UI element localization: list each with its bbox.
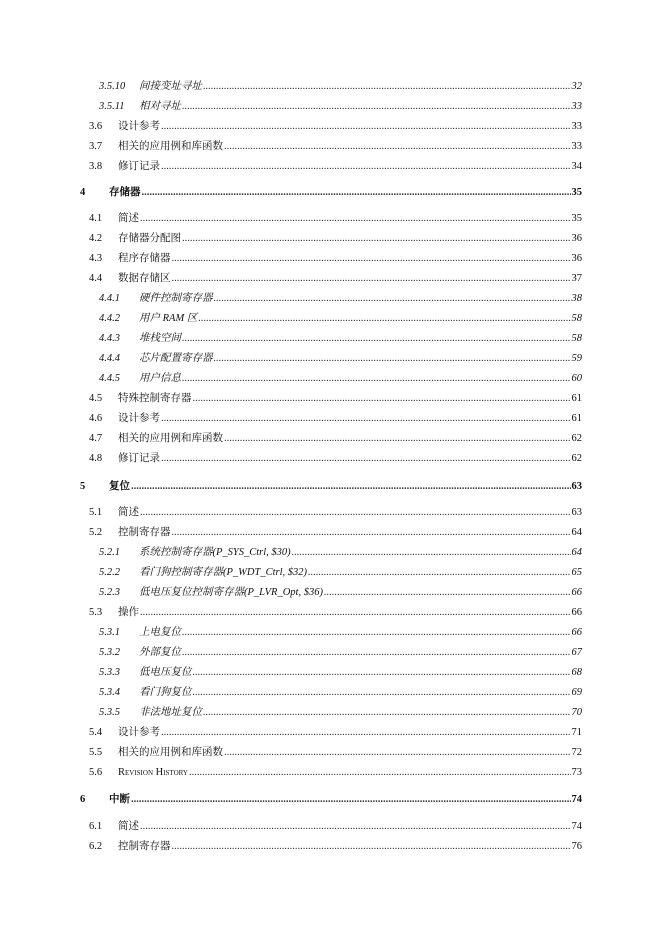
toc-entry-title: 非法地址复位 <box>139 707 202 718</box>
toc-entry[interactable] <box>89 212 582 225</box>
toc-entry-title: 程序存储器 <box>118 253 171 264</box>
toc-entry-number: 4.2 <box>89 233 103 244</box>
toc-entry-page: 66 <box>571 607 582 618</box>
toc-entry-page: 60 <box>571 373 582 384</box>
dot-leader <box>140 606 571 619</box>
toc-entry-number: 4.4 <box>89 273 103 284</box>
toc-entry-title: 存储器分配图 <box>118 233 181 244</box>
toc-entry-title: 低电压复位控制寄存器(P_LVR_Opt, $36) <box>139 587 323 598</box>
toc-entry-page: 61 <box>571 393 582 404</box>
toc-entry-page: 36 <box>571 233 582 244</box>
toc-entry-number: 5.6 <box>89 767 103 778</box>
toc-entry-title: 中断 <box>109 794 130 805</box>
dot-leader <box>189 766 571 779</box>
toc-entry-title: 控制寄存器 <box>118 527 171 538</box>
toc-entry-title: 用户信息 <box>139 373 181 384</box>
toc-entry-number: 5.3.1 <box>99 627 120 638</box>
toc-entry-page: 66 <box>571 587 582 598</box>
toc-entry-number: 6 <box>80 794 86 805</box>
toc-entry-title: 芯片配置寄存器 <box>139 353 213 364</box>
toc-entry-title: 相关的应用例和库函数 <box>118 433 223 444</box>
toc-entry-number: 5.3 <box>89 607 103 618</box>
dot-leader <box>161 120 571 133</box>
toc-entry-number: 6.2 <box>89 841 103 852</box>
toc-entry-page: 65 <box>571 567 582 578</box>
toc-entry-title: 上电复位 <box>139 627 181 638</box>
toc-entry[interactable] <box>89 766 582 779</box>
toc-entry[interactable] <box>89 412 582 425</box>
toc-entry-number: 5 <box>80 481 86 492</box>
toc-entry-page: 35 <box>571 187 582 198</box>
toc-entry-page: 68 <box>571 667 582 678</box>
toc-entry-number: 5.2 <box>89 527 103 538</box>
toc-entry-number: 4.6 <box>89 413 103 424</box>
toc-entry[interactable] <box>89 160 582 173</box>
toc-entry-number: 5.3.5 <box>99 707 120 718</box>
toc-entry-title: 外部复位 <box>139 647 181 658</box>
dot-leader <box>182 372 571 385</box>
toc-entry-title: 相对寻址 <box>139 101 181 112</box>
dot-leader <box>182 332 571 345</box>
dot-leader <box>172 252 571 265</box>
toc-entry-page: 33 <box>571 101 582 112</box>
dot-leader <box>182 646 571 659</box>
toc-entry-title: 设计参考 <box>118 121 160 132</box>
toc-entry-number: 6.1 <box>89 821 103 832</box>
toc-entry[interactable] <box>89 392 582 405</box>
dot-leader <box>182 626 571 639</box>
toc-entry[interactable] <box>89 820 582 833</box>
toc-entry-number: 4.1 <box>89 213 103 224</box>
toc-entry-number: 5.5 <box>89 747 103 758</box>
toc-entry-page: 64 <box>571 547 582 558</box>
toc-entry-number: 3.8 <box>89 161 103 172</box>
toc-entry[interactable] <box>80 480 582 493</box>
toc-entry-title: 低电压复位 <box>139 667 192 678</box>
toc-entry-number: 5.4 <box>89 727 103 738</box>
dot-leader <box>172 526 571 539</box>
toc-entry-page: 69 <box>571 687 582 698</box>
toc-entry-number: 4.8 <box>89 453 103 464</box>
toc-entry-title: 简述 <box>118 213 139 224</box>
toc-entry-page: 66 <box>571 627 582 638</box>
toc-entry-number: 5.2.3 <box>99 587 120 598</box>
dot-leader <box>142 186 571 199</box>
toc-entry[interactable] <box>99 546 582 559</box>
toc-entry-page: 36 <box>571 253 582 264</box>
toc-entry[interactable] <box>99 646 582 659</box>
toc-entry-number: 4.4.1 <box>99 293 120 304</box>
toc-entry-title: 看门狗控制寄存器(P_WDT_Ctrl, $32) <box>139 567 307 578</box>
toc-entry[interactable] <box>89 606 582 619</box>
toc-entry[interactable] <box>99 666 582 679</box>
toc-entry[interactable] <box>89 506 582 519</box>
dot-leader <box>324 586 571 599</box>
dot-leader <box>292 546 571 559</box>
toc-entry-page: 58 <box>571 313 582 324</box>
toc-entry-title: 设计参考 <box>118 727 160 738</box>
toc-entry-title: 相关的应用例和库函数 <box>118 141 223 152</box>
toc-entry-number: 3.6 <box>89 121 103 132</box>
toc-entry[interactable] <box>89 726 582 739</box>
toc-entry-title: 存储器 <box>109 187 141 198</box>
toc-entry-page: 63 <box>571 481 582 492</box>
toc-entry-page: 74 <box>571 794 582 805</box>
dot-leader <box>172 840 571 853</box>
toc-entry-number: 5.1 <box>89 507 103 518</box>
toc-entry-title: 间接变址寻址 <box>139 81 202 92</box>
toc-entry-page: 58 <box>571 333 582 344</box>
toc-entry-page: 70 <box>571 707 582 718</box>
toc-entry[interactable] <box>89 840 582 853</box>
toc-entry-page: 72 <box>571 747 582 758</box>
toc-entry-title: 硬件控制寄存器 <box>139 293 213 304</box>
toc-entry-page: 71 <box>571 727 582 738</box>
toc-entry[interactable] <box>89 432 582 445</box>
toc-entry-title: 控制寄存器 <box>118 841 171 852</box>
toc-entry[interactable] <box>99 372 582 385</box>
toc-entry[interactable] <box>89 526 582 539</box>
dot-leader <box>203 706 571 719</box>
toc-entry-page: 73 <box>571 767 582 778</box>
dot-leader <box>161 452 571 465</box>
toc-entry-page: 34 <box>571 161 582 172</box>
toc-entry-number: 5.2.2 <box>99 567 120 578</box>
toc-entry-page: 61 <box>571 413 582 424</box>
toc-entry[interactable] <box>80 793 582 806</box>
toc-entry-number: 4 <box>80 187 86 198</box>
dot-leader <box>224 140 571 153</box>
toc-entry-title: Revision History <box>118 767 188 778</box>
dot-leader <box>214 292 571 305</box>
toc-entry[interactable] <box>99 100 582 113</box>
dot-leader <box>131 793 571 806</box>
toc-entry[interactable] <box>89 272 582 285</box>
toc-entry-title: 复位 <box>109 481 130 492</box>
toc-entry[interactable] <box>80 186 582 199</box>
toc-entry[interactable] <box>99 706 582 719</box>
toc-entry[interactable] <box>99 566 582 579</box>
toc-entry-number: 4.3 <box>89 253 103 264</box>
toc-entry-page: 67 <box>571 647 582 658</box>
toc-entry-page: 63 <box>571 507 582 518</box>
dot-leader <box>193 686 571 699</box>
toc-entry-page: 62 <box>571 453 582 464</box>
toc-entry[interactable] <box>89 120 582 133</box>
toc-entry-title: 数据存储区 <box>118 273 171 284</box>
toc-entry[interactable] <box>99 312 582 325</box>
toc-entry-number: 3.7 <box>89 141 103 152</box>
toc-entry-title: 特殊控制寄存器 <box>118 393 192 404</box>
toc-entry-number: 4.4.3 <box>99 333 120 344</box>
toc-entry-page: 37 <box>571 273 582 284</box>
toc-entry-page: 62 <box>571 433 582 444</box>
toc-entry[interactable] <box>99 332 582 345</box>
toc-entry-title: 操作 <box>118 607 139 618</box>
dot-leader <box>193 666 571 679</box>
toc-entry[interactable] <box>89 140 582 153</box>
toc-entry-title: 用户 RAM 区 <box>139 313 198 324</box>
toc-entry-page: 38 <box>571 293 582 304</box>
dot-leader <box>198 312 570 325</box>
toc-entry-number: 4.4.4 <box>99 353 120 364</box>
toc-entry-number: 4.7 <box>89 433 103 444</box>
toc-entry-page: 64 <box>571 527 582 538</box>
toc-entry-title: 修订记录 <box>118 161 160 172</box>
toc-entry-page: 35 <box>571 213 582 224</box>
toc-entry[interactable] <box>99 292 582 305</box>
dot-leader <box>193 392 571 405</box>
dot-leader <box>172 272 571 285</box>
toc-entry-number: 5.2.1 <box>99 547 120 558</box>
toc-entry[interactable] <box>99 80 582 93</box>
dot-leader <box>182 100 571 113</box>
toc-entry-title: 系统控制寄存器(P_SYS_Ctrl, $30) <box>139 547 291 558</box>
toc-entry-title: 简述 <box>118 821 139 832</box>
dot-leader <box>161 412 571 425</box>
dot-leader <box>140 820 571 833</box>
toc-entry[interactable] <box>99 586 582 599</box>
toc-entry-title: 设计参考 <box>118 413 160 424</box>
dot-leader <box>203 80 571 93</box>
toc-entry[interactable] <box>89 452 582 465</box>
toc-entry-number: 5.3.4 <box>99 687 120 698</box>
toc-entry-page: 59 <box>571 353 582 364</box>
toc-entry-number: 3.5.11 <box>99 101 125 112</box>
dot-leader <box>224 746 571 759</box>
toc-entry[interactable] <box>89 252 582 265</box>
toc-entry-title: 堆栈空间 <box>139 333 181 344</box>
toc-entry-title: 修订记录 <box>118 453 160 464</box>
toc-entry-page: 33 <box>571 141 582 152</box>
toc-entry[interactable] <box>99 352 582 365</box>
toc-entry-page: 76 <box>571 841 582 852</box>
dot-leader <box>182 232 571 245</box>
toc-entry-number: 4.4.5 <box>99 373 120 384</box>
toc-entry-number: 5.3.3 <box>99 667 120 678</box>
toc-entry[interactable] <box>89 232 582 245</box>
toc-entry-title: 看门狗复位 <box>139 687 192 698</box>
toc-entry-number: 3.5.10 <box>99 81 126 92</box>
toc-entry[interactable] <box>89 746 582 759</box>
toc-entry-page: 32 <box>571 81 582 92</box>
dot-leader <box>140 506 571 519</box>
toc-entry-title: 简述 <box>118 507 139 518</box>
toc-entry[interactable] <box>99 626 582 639</box>
toc-entry-number: 4.4.2 <box>99 313 120 324</box>
dot-leader <box>214 352 571 365</box>
toc-entry-number: 4.5 <box>89 393 103 404</box>
toc-entry-title: 相关的应用例和库函数 <box>118 747 223 758</box>
dot-leader <box>161 160 571 173</box>
dot-leader <box>224 432 571 445</box>
dot-leader <box>140 212 571 225</box>
dot-leader <box>308 566 571 579</box>
toc-entry-page: 33 <box>571 121 582 132</box>
dot-leader <box>131 480 571 493</box>
dot-leader <box>161 726 571 739</box>
toc-entry-page: 74 <box>571 821 582 832</box>
toc-entry[interactable] <box>99 686 582 699</box>
toc-entry-number: 5.3.2 <box>99 647 120 658</box>
